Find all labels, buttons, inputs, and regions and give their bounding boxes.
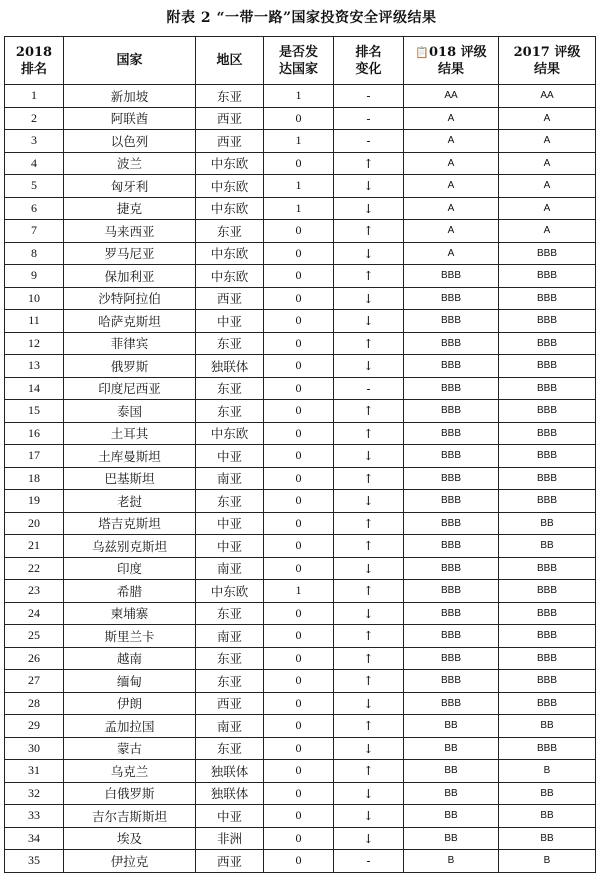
developed-cell: 0 (264, 512, 334, 535)
change-cell: ↓ (334, 782, 404, 805)
rating-2018-cell: BBB (404, 377, 499, 400)
change-cell: ↓ (334, 490, 404, 513)
rating-2018-cell: BBB (404, 445, 499, 468)
country-cell: 哈萨克斯坦 (64, 310, 196, 333)
developed-cell: 0 (264, 647, 334, 670)
rank-cell: 28 (5, 692, 64, 715)
region-cell: 东亚 (196, 400, 264, 423)
region-cell: 东亚 (196, 490, 264, 513)
rank-cell: 4 (5, 152, 64, 175)
rank-cell: 16 (5, 422, 64, 445)
rating-2017-cell: B (499, 760, 596, 783)
country-cell: 新加坡 (64, 85, 196, 108)
table-row (5, 715, 596, 738)
table-row (5, 175, 596, 198)
developed-cell: 0 (264, 377, 334, 400)
rating-2018-cell: BB (404, 782, 499, 805)
table-row (5, 422, 596, 445)
region-cell: 西亚 (196, 107, 264, 130)
rank-cell: 26 (5, 647, 64, 670)
change-cell: ↓ (334, 287, 404, 310)
developed-cell: 0 (264, 152, 334, 175)
table-row (5, 197, 596, 220)
table-row (5, 557, 596, 580)
change-cell: ↓ (334, 355, 404, 378)
rating-2017-cell: BBB (499, 310, 596, 333)
rating-2017-cell: BBB (499, 242, 596, 265)
table-row (5, 445, 596, 468)
developed-cell: 0 (264, 782, 334, 805)
rating-2018-cell: BBB (404, 310, 499, 333)
change-cell: - (334, 850, 404, 873)
rating-2018-cell: A (404, 130, 499, 153)
rating-2018-cell: A (404, 242, 499, 265)
region-cell: 中亚 (196, 445, 264, 468)
rank-cell: 34 (5, 827, 64, 850)
rating-2018-cell: A (404, 107, 499, 130)
rank-cell: 14 (5, 377, 64, 400)
header-region: 地区 (196, 37, 264, 85)
rating-2017-cell: BBB (499, 377, 596, 400)
region-cell: 中东欧 (196, 265, 264, 288)
rank-cell: 30 (5, 737, 64, 760)
rank-cell: 21 (5, 535, 64, 558)
table-row (5, 580, 596, 603)
rating-2017-cell: BBB (499, 265, 596, 288)
rank-cell: 5 (5, 175, 64, 198)
change-cell: ↓ (334, 310, 404, 333)
country-cell: 吉尔吉斯斯坦 (64, 805, 196, 828)
change-cell: ↓ (334, 197, 404, 220)
table-row (5, 490, 596, 513)
rank-cell: 25 (5, 625, 64, 648)
rating-2017-cell: A (499, 152, 596, 175)
developed-cell: 0 (264, 602, 334, 625)
country-cell: 白俄罗斯 (64, 782, 196, 805)
rank-cell: 23 (5, 580, 64, 603)
header-developed: 是否发 达国家 (264, 37, 334, 85)
rating-2017-cell: A (499, 197, 596, 220)
change-cell: ↓ (334, 692, 404, 715)
rating-2017-cell: BB (499, 827, 596, 850)
region-cell: 东亚 (196, 602, 264, 625)
change-cell: ↑ (334, 220, 404, 243)
developed-cell: 0 (264, 242, 334, 265)
change-cell: ↓ (334, 557, 404, 580)
rank-cell: 8 (5, 242, 64, 265)
developed-cell: 0 (264, 805, 334, 828)
country-cell: 捷克 (64, 197, 196, 220)
rank-cell: 19 (5, 490, 64, 513)
rating-2017-cell: BBB (499, 287, 596, 310)
header-rank: 2018 排名 (5, 37, 64, 85)
developed-cell: 0 (264, 422, 334, 445)
developed-cell: 0 (264, 265, 334, 288)
table-row (5, 220, 596, 243)
table-row (5, 760, 596, 783)
country-cell: 老挝 (64, 490, 196, 513)
region-cell: 东亚 (196, 332, 264, 355)
region-cell: 南亚 (196, 625, 264, 648)
table-row (5, 355, 596, 378)
rank-cell: 6 (5, 197, 64, 220)
developed-cell: 1 (264, 85, 334, 108)
header-rating-2017: 2017 评级 结果 (499, 37, 596, 85)
rating-2018-cell: BBB (404, 467, 499, 490)
developed-cell: 0 (264, 445, 334, 468)
rating-2017-cell: BB (499, 535, 596, 558)
rating-2018-cell: BB (404, 827, 499, 850)
change-cell: ↓ (334, 827, 404, 850)
rank-cell: 11 (5, 310, 64, 333)
rank-cell: 13 (5, 355, 64, 378)
region-cell: 独联体 (196, 782, 264, 805)
change-cell: ↑ (334, 647, 404, 670)
developed-cell: 0 (264, 107, 334, 130)
header-country: 国家 (64, 37, 196, 85)
rating-2018-cell: BBB (404, 670, 499, 693)
rating-2017-cell: A (499, 107, 596, 130)
change-cell: ↓ (334, 602, 404, 625)
rank-cell: 31 (5, 760, 64, 783)
country-cell: 泰国 (64, 400, 196, 423)
region-cell: 西亚 (196, 287, 264, 310)
rating-2018-cell: BB (404, 715, 499, 738)
rating-2017-cell: BBB (499, 670, 596, 693)
rating-2017-cell: A (499, 220, 596, 243)
rating-2018-cell: BBB (404, 580, 499, 603)
developed-cell: 0 (264, 332, 334, 355)
region-cell: 东亚 (196, 377, 264, 400)
country-cell: 以色列 (64, 130, 196, 153)
rating-2018-cell: BBB (404, 490, 499, 513)
rank-cell: 29 (5, 715, 64, 738)
rating-2017-cell: AA (499, 85, 596, 108)
rating-2018-cell: BBB (404, 400, 499, 423)
rating-2018-cell: BBB (404, 355, 499, 378)
developed-cell: 0 (264, 760, 334, 783)
rating-2017-cell: BBB (499, 692, 596, 715)
region-cell: 南亚 (196, 467, 264, 490)
rank-cell: 27 (5, 670, 64, 693)
change-cell: - (334, 130, 404, 153)
rating-2017-cell: BBB (499, 467, 596, 490)
rating-2017-cell: BBB (499, 580, 596, 603)
developed-cell: 0 (264, 715, 334, 738)
country-cell: 土库曼斯坦 (64, 445, 196, 468)
rank-cell: 20 (5, 512, 64, 535)
change-cell: ↑ (334, 512, 404, 535)
country-cell: 伊朗 (64, 692, 196, 715)
country-cell: 乌克兰 (64, 760, 196, 783)
rating-2018-cell: BB (404, 805, 499, 828)
rating-2018-cell: A (404, 197, 499, 220)
region-cell: 中东欧 (196, 242, 264, 265)
rating-2017-cell: BBB (499, 602, 596, 625)
rating-2018-cell: BB (404, 737, 499, 760)
developed-cell: 0 (264, 400, 334, 423)
change-cell: - (334, 377, 404, 400)
change-cell: ↑ (334, 670, 404, 693)
rating-2018-cell: BBB (404, 422, 499, 445)
region-cell: 南亚 (196, 557, 264, 580)
developed-cell: 1 (264, 130, 334, 153)
country-cell: 希腊 (64, 580, 196, 603)
country-cell: 斯里兰卡 (64, 625, 196, 648)
region-cell: 东亚 (196, 670, 264, 693)
rating-2017-cell: A (499, 130, 596, 153)
rating-2018-cell: BBB (404, 557, 499, 580)
country-cell: 印度 (64, 557, 196, 580)
table-row (5, 827, 596, 850)
developed-cell: 0 (264, 827, 334, 850)
developed-cell: 0 (264, 467, 334, 490)
country-cell: 土耳其 (64, 422, 196, 445)
rating-2018-cell: BBB (404, 332, 499, 355)
table-row (5, 400, 596, 423)
region-cell: 东亚 (196, 737, 264, 760)
change-cell: ↑ (334, 152, 404, 175)
change-cell: ↑ (334, 760, 404, 783)
rating-2018-cell: BBB (404, 535, 499, 558)
rank-cell: 18 (5, 467, 64, 490)
region-cell: 非洲 (196, 827, 264, 850)
rating-2017-cell: BB (499, 512, 596, 535)
header-change: 排名 变化 (334, 37, 404, 85)
region-cell: 中亚 (196, 512, 264, 535)
country-cell: 匈牙利 (64, 175, 196, 198)
rating-2017-cell: BBB (499, 400, 596, 423)
change-cell: ↑ (334, 265, 404, 288)
developed-cell: 0 (264, 310, 334, 333)
country-cell: 印度尼西亚 (64, 377, 196, 400)
country-cell: 乌兹别克斯坦 (64, 535, 196, 558)
country-cell: 罗马尼亚 (64, 242, 196, 265)
rank-cell: 7 (5, 220, 64, 243)
rating-2018-cell: BBB (404, 265, 499, 288)
change-cell: ↓ (334, 242, 404, 265)
country-cell: 孟加拉国 (64, 715, 196, 738)
country-cell: 保加利亚 (64, 265, 196, 288)
region-cell: 西亚 (196, 850, 264, 873)
rating-2018-cell: BBB (404, 602, 499, 625)
developed-cell: 1 (264, 580, 334, 603)
rating-2017-cell: BBB (499, 355, 596, 378)
change-cell: ↓ (334, 175, 404, 198)
developed-cell: 0 (264, 287, 334, 310)
table-row (5, 647, 596, 670)
table-row (5, 287, 596, 310)
developed-cell: 0 (264, 692, 334, 715)
table-row (5, 737, 596, 760)
change-cell: ↑ (334, 400, 404, 423)
rating-table (4, 36, 596, 873)
rank-cell: 35 (5, 850, 64, 873)
rank-cell: 2 (5, 107, 64, 130)
country-cell: 缅甸 (64, 670, 196, 693)
change-cell: ↑ (334, 332, 404, 355)
developed-cell: 0 (264, 535, 334, 558)
developed-cell: 0 (264, 737, 334, 760)
rating-2017-cell: BB (499, 805, 596, 828)
rank-cell: 3 (5, 130, 64, 153)
region-cell: 西亚 (196, 692, 264, 715)
developed-cell: 0 (264, 850, 334, 873)
country-cell: 越南 (64, 647, 196, 670)
change-cell: ↓ (334, 445, 404, 468)
rating-2018-cell: BBB (404, 625, 499, 648)
developed-cell: 0 (264, 220, 334, 243)
region-cell: 中亚 (196, 310, 264, 333)
change-cell: ↑ (334, 625, 404, 648)
rating-2017-cell: BBB (499, 445, 596, 468)
table-row (5, 805, 596, 828)
developed-cell: 0 (264, 557, 334, 580)
rating-2017-cell: BBB (499, 332, 596, 355)
change-cell: ↑ (334, 580, 404, 603)
rating-2018-cell: A (404, 220, 499, 243)
region-cell: 独联体 (196, 760, 264, 783)
rank-cell: 24 (5, 602, 64, 625)
rating-2017-cell: BBB (499, 557, 596, 580)
rank-cell: 15 (5, 400, 64, 423)
table-row (5, 310, 596, 333)
developed-cell: 1 (264, 197, 334, 220)
region-cell: 东亚 (196, 220, 264, 243)
page-title: 附表 2 “一带一路”国家投资安全评级结果 (166, 10, 437, 26)
table-row (5, 377, 596, 400)
table-row (5, 850, 596, 873)
developed-cell: 1 (264, 175, 334, 198)
table-row (5, 242, 596, 265)
table-row (5, 670, 596, 693)
rank-cell: 12 (5, 332, 64, 355)
region-cell: 独联体 (196, 355, 264, 378)
rating-2017-cell: A (499, 175, 596, 198)
rank-cell: 22 (5, 557, 64, 580)
rating-2018-cell: BBB (404, 692, 499, 715)
rating-2017-cell: BB (499, 715, 596, 738)
rating-2017-cell: BBB (499, 625, 596, 648)
developed-cell: 0 (264, 355, 334, 378)
rank-cell: 32 (5, 782, 64, 805)
table-row (5, 332, 596, 355)
rank-cell: 33 (5, 805, 64, 828)
region-cell: 中东欧 (196, 422, 264, 445)
rating-2018-cell: A (404, 175, 499, 198)
table-row (5, 782, 596, 805)
rating-2018-cell: BBB (404, 647, 499, 670)
rating-2018-cell: B (404, 850, 499, 873)
table-header-row (5, 37, 596, 85)
region-cell: 中东欧 (196, 197, 264, 220)
developed-cell: 0 (264, 625, 334, 648)
change-cell: ↑ (334, 422, 404, 445)
rating-2017-cell: BBB (499, 422, 596, 445)
rating-2018-cell: BB (404, 760, 499, 783)
country-cell: 阿联酋 (64, 107, 196, 130)
country-cell: 伊拉克 (64, 850, 196, 873)
table-row (5, 602, 596, 625)
region-cell: 西亚 (196, 130, 264, 153)
country-cell: 柬埔寨 (64, 602, 196, 625)
table-body (5, 85, 596, 873)
country-cell: 埃及 (64, 827, 196, 850)
rating-2017-cell: BBB (499, 647, 596, 670)
country-cell: 俄罗斯 (64, 355, 196, 378)
clipboard-icon: 📋 (415, 45, 430, 59)
change-cell: ↑ (334, 535, 404, 558)
table-row (5, 512, 596, 535)
rank-cell: 9 (5, 265, 64, 288)
header-rating-2018: 📋018 评级 结果 (404, 37, 499, 85)
country-cell: 马来西亚 (64, 220, 196, 243)
table-row (5, 130, 596, 153)
table-row (5, 467, 596, 490)
rating-2017-cell: BBB (499, 737, 596, 760)
change-cell: - (334, 107, 404, 130)
rating-2018-cell: BBB (404, 512, 499, 535)
change-cell: ↑ (334, 715, 404, 738)
change-cell: ↓ (334, 737, 404, 760)
region-cell: 中亚 (196, 805, 264, 828)
region-cell: 中东欧 (196, 175, 264, 198)
rank-cell: 1 (5, 85, 64, 108)
rating-2018-cell: BBB (404, 287, 499, 310)
change-cell: ↓ (334, 805, 404, 828)
country-cell: 波兰 (64, 152, 196, 175)
table-row (5, 535, 596, 558)
region-cell: 东亚 (196, 85, 264, 108)
region-cell: 中东欧 (196, 580, 264, 603)
change-cell: - (334, 85, 404, 108)
rating-2018-cell: A (404, 152, 499, 175)
developed-cell: 0 (264, 670, 334, 693)
table-row (5, 107, 596, 130)
table-row (5, 152, 596, 175)
region-cell: 南亚 (196, 715, 264, 738)
region-cell: 东亚 (196, 647, 264, 670)
rank-cell: 17 (5, 445, 64, 468)
rating-2017-cell: B (499, 850, 596, 873)
region-cell: 中亚 (196, 535, 264, 558)
region-cell: 中东欧 (196, 152, 264, 175)
country-cell: 菲律宾 (64, 332, 196, 355)
rating-2018-cell: AA (404, 85, 499, 108)
country-cell: 巴基斯坦 (64, 467, 196, 490)
rating-2017-cell: BB (499, 782, 596, 805)
country-cell: 塔吉克斯坦 (64, 512, 196, 535)
table-row (5, 692, 596, 715)
developed-cell: 0 (264, 490, 334, 513)
country-cell: 蒙古 (64, 737, 196, 760)
country-cell: 沙特阿拉伯 (64, 287, 196, 310)
table-row (5, 625, 596, 648)
rating-2017-cell: BBB (499, 490, 596, 513)
rank-cell: 10 (5, 287, 64, 310)
table-row (5, 265, 596, 288)
change-cell: ↑ (334, 467, 404, 490)
table-row (5, 85, 596, 108)
